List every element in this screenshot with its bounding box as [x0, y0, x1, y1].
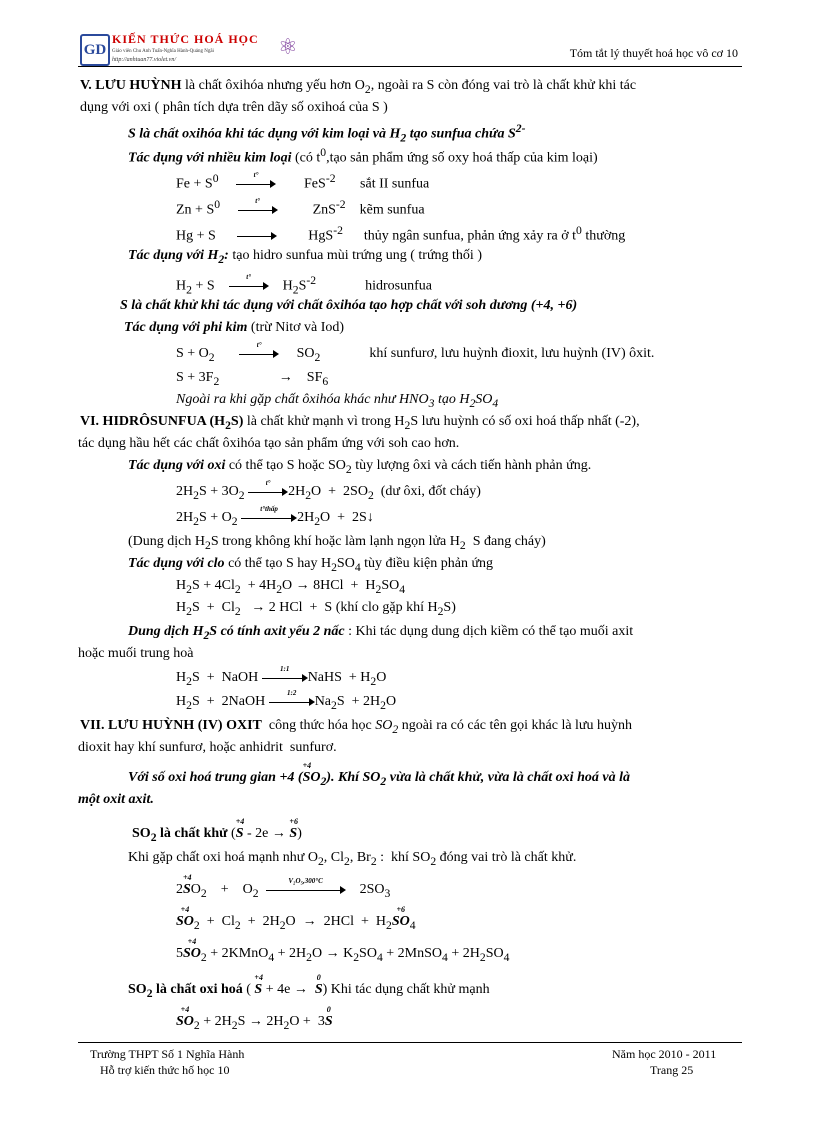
- logo-icon: GD: [80, 34, 110, 66]
- eq-so2-cl2: +4 $SO_2 + Cl_2 + 2H_2O \to 2HCl + H_2$ +6 $SO_4$: [176, 905, 416, 932]
- s-metals-heading: Tác dụng với nhiều kim loại (có $t^0,tạo$ sản phẩm ứng số oxy hoá thấp của kim loại): [128, 146, 598, 166]
- section-vi-line1: VI. HIDRÔSUNFUA $(H_2S)$ là chất khử mạnh vì trong $H_2S$ lưu huỳnh có số oxi hoá thấp nhất (-2),: [80, 414, 640, 432]
- header-title: Tóm tắt lý thuyết hoá học vô cơ 10: [569, 46, 738, 60]
- note-hno3: Ngoài ra khi gặp chất ôxihóa khác như $HNO_3$ tạo $H_2SO_4$: [176, 392, 499, 410]
- footer-support: Hỗ trợ kiến thức hố học 10: [100, 1063, 230, 1077]
- eq-h2s-o2-excess: $2H_2S + 3O_2$ t° $2H_2O + 2SO_2$ (dư ôxi, đốt cháy): [176, 478, 481, 502]
- logo-subtitle: Giáo viên Chu Anh Tuấn-Nghĩa Hành-Quảng Ngãi: [112, 49, 214, 54]
- h2s-acid-line2: hoặc muối trung hoà: [78, 646, 194, 661]
- eq-so2-h2s: +4 $SO_2 + 2H_2S \to 2H_2O + 3$ 0 S: [176, 1005, 333, 1032]
- h2s-oxygen-heading: Tác dụng với oxi có thể tạo S hoặc $SO_2$ tùy lượng ôxi và cách tiến hành phản ứng.: [128, 458, 592, 476]
- eq-fe-s: $Fe + S^0$ t° FeS$^{-2}$ sắt II sunfua: [176, 171, 430, 192]
- eq-s-o2: $S + O_2$ t° $SO_2$ khí sunfurơ, lưu huỳnh đioxit, lưu huỳnh (IV) ôxit.: [176, 340, 655, 364]
- eq-h2s-o2-limited: $2H_2S + O_2$ t°thấp $2H_2O$ + 2S↓: [176, 504, 374, 528]
- so2-reducer-note: Khi gặp chất oxi hoá mạnh như $O_2$, $Cl_2$, $Br_2$ : khí $SO_2$ đóng vai trò là chất khử.: [128, 850, 577, 868]
- eq-so2-o2: 2 +4 $SO_2$ + $O_2$ V₂O₅,300°C $2SO_3$: [176, 873, 391, 900]
- eq-h2s-cl2-water: $H_2S + 4Cl_2 + 4H_2O \to 8HCl + H_2SO_4$: [176, 578, 406, 596]
- h2s-chlorine-heading: Tác dụng với clo có thể tạo S hay $H_2SO_4$ tùy điều kiện phản ứng: [128, 556, 494, 574]
- note-h2s-flame: (Dung dịch $H_2S$ trong không khí hoặc làm lạnh ngọn lửa $H_2$ S đang cháy): [128, 534, 546, 552]
- eq-h2-s: $H_2 + S$ t° $H_2S^{-2}$ hidrosunfua: [176, 273, 432, 297]
- so2-oxidizer-heading: $SO_2$ là chất oxi hoá ( +4 S + 4e → 0 S) Khi tác dụng chất khử mạnh: [128, 973, 490, 1000]
- footer-year: Năm học 2010 - 2011: [612, 1047, 717, 1061]
- footer-page: Trang 25: [650, 1063, 694, 1077]
- s-reducer-heading: S là chất khử khi tác dụng với chất ôxihóa tạo hợp chất với soh dương (+4, +6): [120, 298, 578, 313]
- s-oxidizer-heading: S là chất oxihóa khi tác dụng với kim loại và $H_2$ tạo sunfua chứa $S^{2-}$: [128, 122, 526, 145]
- footer-school: Trường THPT Số 1 Nghĩa Hành: [90, 1047, 245, 1061]
- so2-intro-line2: một oxit axit.: [78, 792, 154, 807]
- eq-so2-kmno4: 5 +4 $SO_2$ + 2KMnO$_4$ + $2H_2O \to K_2SO_4$ + 2MnSO$_4$ + $2H_2SO_4$: [176, 937, 510, 964]
- s-nonmetal-heading: Tác dụng với phi kim (trừ Nitơ và Iod): [124, 320, 345, 335]
- so2-intro-line1: Với số oxi hoá trung gian +4 ( +4 $SO_2$). Khí $SO_2$ vừa là chất khử, vừa là chất oxi hoá và là: [128, 761, 630, 788]
- section-vii-line1: VII. LƯU HUỲNH (IV) OXIT công thức hóa học $SO_2$ ngoài ra có các tên gọi khác là lưu huỳnh: [80, 718, 633, 736]
- eq-h2s-naoh-1: $H_2S$ + NaOH 1:1 NaHS + $H_2O$: [176, 664, 387, 688]
- logo-url: http://anhtuan77.violet.vn/: [112, 57, 176, 63]
- eq-s-f2: $S + 3F_2$ → $SF_6$: [176, 370, 329, 388]
- eq-hg-s: Hg + S HgS$^{-2}$ thủy ngân sunfua, phản ứng xảy ra ở $t^0$ thường: [176, 224, 626, 244]
- section-vii-line2: dioxit hay khí sunfurơ, hoặc anhidrit sunfurơ.: [78, 740, 337, 755]
- footer-rule: [78, 1042, 742, 1043]
- section-v-line1: V. LƯU HUỲNH là chất ôxihóa nhưng yếu hơn $O_2$, ngoài ra S còn đóng vai trò là chất khử khi tác: [80, 78, 637, 96]
- atom-icon: ⚛: [278, 34, 298, 59]
- so2-reducer-heading: $SO_2$ là chất khử ( +4 S - 2e → +6 S): [132, 817, 302, 844]
- section-v-line2: dụng với oxi ( phân tích dựa trên dãy số oxihoá của S ): [80, 100, 388, 115]
- s-h2-heading: Tác dụng với $H_2$: tạo hidro sunfua mùi trứng ung ( trứng thối ): [128, 248, 482, 266]
- eq-h2s-naoh-2: $H_2S$ + 2NaOH 1:2 $Na_2S + 2H_2O$: [176, 688, 397, 712]
- eq-h2s-cl2-gas: $H_2S + Cl_2 \to 2$ HCl + S (khí clo gặp khí $H_2S$): [176, 600, 456, 618]
- logo-title: KIẾN THỨC HOÁ HỌC: [112, 32, 259, 46]
- eq-zn-s: $Zn + S^0$ t° ZnS$^{-2}$ kẽm sunfua: [176, 197, 425, 218]
- header-rule: [78, 66, 742, 67]
- section-vi-line2: tác dụng hầu hết các chất ôxihóa tạo sản phẩm ứng với soh cao hơn.: [78, 436, 460, 451]
- h2s-acid-heading: Dung dịch $H_2S$ có tính axit yếu 2 nấc : Khi tác dụng dung dịch kiềm có thể tạo muối axit: [128, 624, 634, 642]
